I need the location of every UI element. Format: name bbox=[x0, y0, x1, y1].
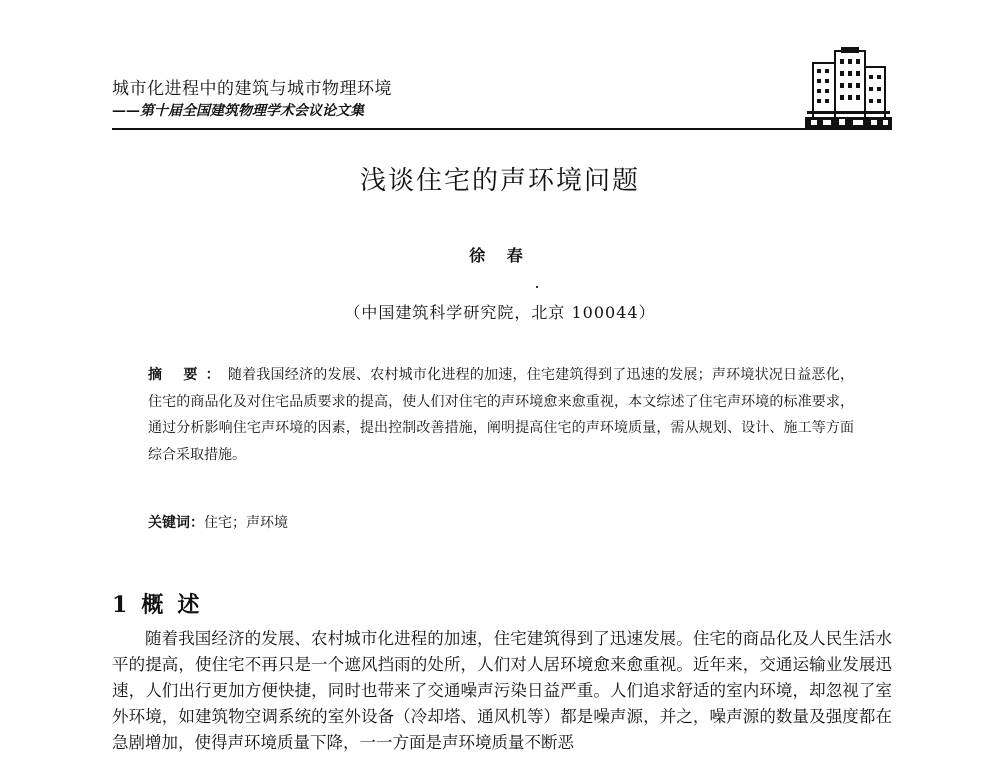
author-name: 徐 春 bbox=[469, 246, 531, 265]
header-rule bbox=[112, 128, 892, 130]
author-affiliation: （中国建筑科学研究院，北京 100044） bbox=[344, 303, 656, 322]
proceedings-title: 城市化进程中的建筑与城市物理环境 bbox=[112, 79, 392, 99]
stray-mark bbox=[536, 286, 538, 288]
section-number: 1 bbox=[112, 592, 128, 618]
running-header bbox=[112, 70, 892, 134]
section-heading bbox=[112, 588, 213, 619]
keywords-label: 关键词： bbox=[148, 515, 204, 531]
section-title: 概述 bbox=[141, 592, 214, 618]
section-body-paragraph: 随着我国经济的发展、农村城市化进程的加速，住宅建筑得到了迅速发展。住宅的商品化及人民生活水平的提高，使住宅不再只是一个遮风挡雨的处所，人们对人居环境愈来愈重视。近年来，交通运输业发展迅速，人们出行更加方便快捷，同时也带来了交通噪声污染日益严重。人们追求舒适的室内环境，却忽视了室外环境，如建筑物空调系统的室外设备（冷却塔、通风机等）都是噪声源，并之，噪声源的数量及强度都在急剧增加，使得声环境质量下降，一一方面是声环境质量不断恶 bbox=[112, 629, 892, 752]
abstract-text: 随着我国经济的发展、农村城市化进程的加速，住宅建筑得到了迅速的发展；声环境状况日益恶化，住宅的商品化及对住宅品质要求的提高，使人们对住宅的声环境愈来愈重视，本文综述了住宅声环境的标准要求，通过分析影响住宅声环境的因素，提出控制改善措施，阐明提高住宅的声环境质量，需从规划、设计、施工等方面综合采取措施。 bbox=[148, 367, 855, 463]
keywords bbox=[148, 512, 854, 532]
building-logo-icon bbox=[805, 45, 892, 129]
abstract-label: 摘 要： bbox=[148, 367, 228, 383]
abstract bbox=[148, 362, 854, 468]
proceedings-subtitle: ——第十届全国建筑物理学术会议论文集 bbox=[112, 103, 364, 119]
paper-title: 浅谈住宅的声环境问题 bbox=[359, 166, 640, 196]
keywords-text: 住宅；声环境 bbox=[204, 515, 288, 531]
